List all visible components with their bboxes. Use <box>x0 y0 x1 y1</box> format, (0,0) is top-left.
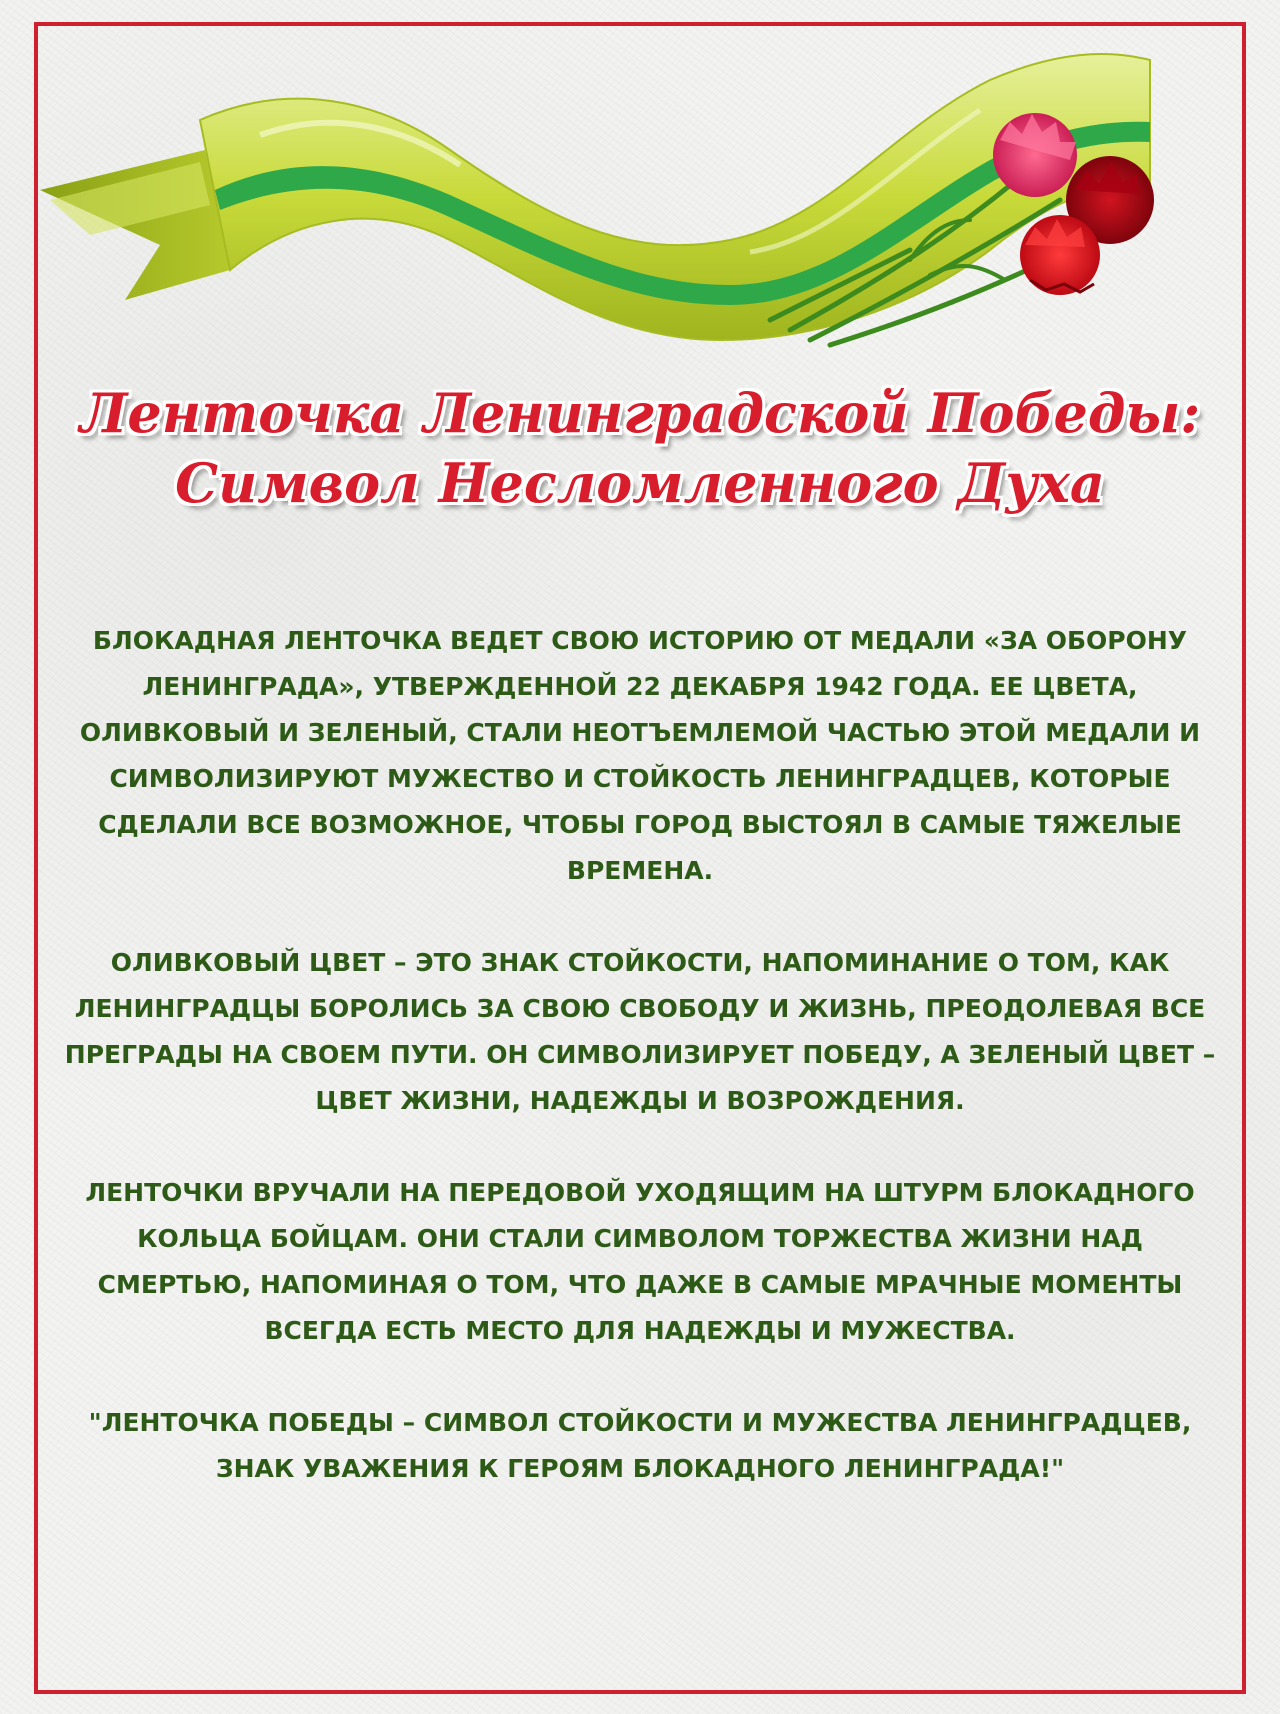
paragraph-colors-meaning: ОЛИВКОВЫЙ ЦВЕТ – ЭТО ЗНАК СТОЙКОСТИ, НАПОМИНАНИЕ О ТОМ, КАК ЛЕНИНГРАДЦЫ БОРОЛИСЬ ЗА СВОЮ СВОБОДУ И ЖИЗНЬ, ПРЕОДОЛЕВАЯ ВСЕ ПРЕГРАДЫ НА СВОЕМ ПУТИ. ОН СИМВОЛИЗИРУЕТ ПОБЕДУ, А ЗЕЛЕНЫЙ ЦВЕТ – ЦВЕТ ЖИЗНИ, НАДЕЖДЫ И ВОЗРОЖДЕНИЯ. <box>64 948 1216 1115</box>
paragraph-quote: "ЛЕНТОЧКА ПОБЕДЫ – СИМВОЛ СТОЙКОСТИ И МУЖЕСТВА ЛЕНИНГРАДЦЕВ, ЗНАК УВАЖЕНИЯ К ГЕРОЯМ БЛОКАДНОГО ЛЕНИНГРАДА!" <box>88 1408 1192 1483</box>
article-body <box>60 618 1220 1492</box>
title-line-2: Символ Несломленного Духа <box>175 451 1105 515</box>
paragraph-front-line: ЛЕНТОЧКИ ВРУЧАЛИ НА ПЕРЕДОВОЙ УХОДЯЩИМ НА ШТУРМ БЛОКАДНОГО КОЛЬЦА БОЙЦАМ. ОНИ СТАЛИ СИМВОЛОМ ТОРЖЕСТВА ЖИЗНИ НАД СМЕРТЬЮ, НАПОМИНАЯ О ТОМ, ЧТО ДАЖЕ В САМЫЕ МРАЧНЫЕ МОМЕНТЫ ВСЕГДА ЕСТЬ МЕСТО ДЛЯ НАДЕЖДЫ И МУЖЕСТВА. <box>85 1178 1195 1345</box>
ribbon-main-body <box>200 54 1150 340</box>
paragraph-history: БЛОКАДНАЯ ЛЕНТОЧКА ВЕДЕТ СВОЮ ИСТОРИЮ ОТ МЕДАЛИ «ЗА ОБОРОНУ ЛЕНИНГРАДА», УТВЕРЖДЕННОЙ 22 ДЕКАБРЯ 1942 ГОДА. ЕЕ ЦВЕТА, ОЛИВКОВЫЙ И ЗЕЛЕНЫЙ, СТАЛИ НЕОТЪЕМЛЕМОЙ ЧАСТЬЮ ЭТОЙ МЕДАЛИ И СИМВОЛИЗИРУЮТ МУЖЕСТВО И СТОЙКОСТЬ ЛЕНИНГРАДЦЕВ, КОТОРЫЕ СДЕЛАЛИ ВСЕ ВОЗМОЖНОЕ, ЧТОБЫ ГОРОД ВЫСТОЯЛ В САМЫЕ ТЯЖЕЛЫЕ ВРЕМЕНА. <box>79 626 1201 885</box>
title-line-1: Ленточка Ленинградской Победы: <box>79 381 1201 445</box>
ribbon-left-tail <box>40 150 230 300</box>
page-title <box>40 378 1240 518</box>
ribbon-and-carnations-illustration <box>30 40 1250 380</box>
